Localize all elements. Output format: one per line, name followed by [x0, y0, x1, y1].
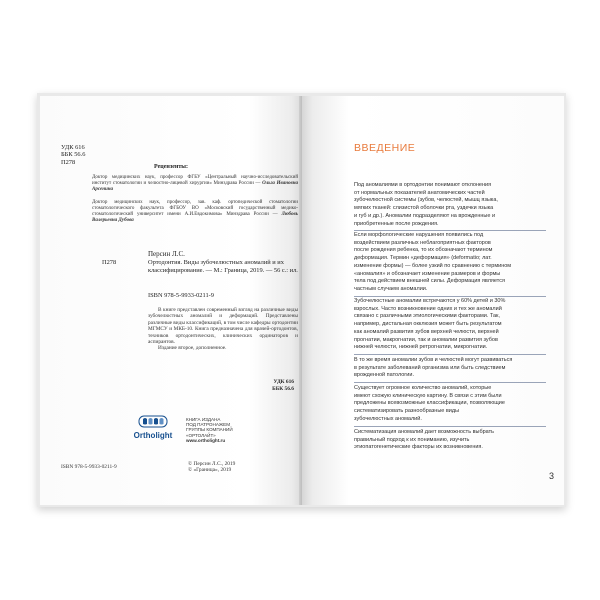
open-book: [37, 93, 566, 507]
logo-caption-line: «ОРТОЛАЙТ»: [186, 432, 216, 438]
reviewers-title: Рецензенты:: [154, 164, 188, 170]
text-line: правильный подход к их пониманию, изучить: [354, 436, 470, 443]
text-line: Существует огромное количество аномалий, которые: [354, 385, 492, 391]
paragraph-divider: [354, 426, 546, 427]
udk-bottom-block: [272, 379, 294, 392]
paragraph-2: [354, 232, 546, 294]
text-line: воздействием различных неблагоприятных факторов: [354, 239, 491, 246]
page-number: 3: [548, 471, 554, 481]
author-name: Персин Л.С.: [148, 250, 185, 258]
logo-caption-line: КНИГА ИЗДАНА: [186, 417, 221, 422]
logo-wordmark: Ortholight: [133, 431, 173, 440]
abstract-text: В книге представлен современный взгляд на различные виды зубочелюстных аномалий и деформаций. Представлены различные виды классификаций, в том числе кафедры ортодонтии МГМСУ и МКБ-10. Книга предназначена для врачей-ортодонтов, техников ортодонтических, клинических ординаторов и аспирантов.: [148, 307, 298, 346]
text-line: и губ и др.). Аномалии подразделяют на врожденные и: [354, 212, 496, 219]
text-line: частным случаем аномалии.: [354, 285, 428, 292]
text-line: изменение формы) — более узкий по сравнению с термином: [354, 262, 512, 269]
bbk-code-bottom: ББК 56.6: [272, 385, 294, 392]
reviewer-2: [92, 200, 298, 224]
paragraph-4: [354, 357, 546, 380]
copyright-publisher: © «Граница», 2019: [188, 467, 232, 474]
text-line: врожденной патологии.: [354, 372, 414, 379]
bibliographic-description: Ортодонтия. Виды зубочелюстных аномалий и их классифицирование. — М.: Граница, 2019. — 56 с.: ил.: [148, 259, 298, 274]
paragraph-divider: [354, 382, 546, 383]
logo-caption-line: ГРУППЫ КОМПАНИЙ: [186, 427, 233, 433]
edition-note: Издание второе, дополненное.: [158, 345, 227, 352]
reviewer-2-name: Любовь Валерьевна Дубова: [92, 212, 299, 224]
text-line: приобретенные после рождения.: [354, 220, 439, 227]
bbk-code: ББК 56.6: [61, 151, 86, 159]
udk-top-block: [61, 144, 85, 166]
paragraph-divider: [354, 296, 546, 297]
text-line: например, дистальная окклюзия может быть результатом: [354, 321, 502, 328]
text-line: тела под действием внешней силы. Деформация является: [354, 278, 505, 285]
text-line: прогнатии, макрогнатии, так и аномалии развития зубов: [354, 336, 498, 343]
text-line: нижней челюсти, нижней ретрогнатии, микрогнатии.: [354, 344, 488, 351]
text-line: предложены всевозможные классификации, позволяющие: [354, 400, 505, 407]
reviewer-2-text: Доктор медицинских наук, профессор, зав. каф. ортопедической стоматологии стоматологического факультета ФГБОУ ВО «Московский государственный медико-стоматологический университет имени А.И.Евдокимова» Минздрава России —: [92, 200, 298, 218]
reviewer-1-text: Доктор медицинских наук, профессор ФГБУ «Центральный научно-исследовательский институт стоматологии и челюстно-лицевой хирургии» Минздрава России —: [92, 175, 298, 187]
text-line: систематизировать разнообразные виды: [354, 408, 460, 415]
text-line: Под аномалиями в ортодонтии понимают отклонения: [354, 182, 492, 188]
text-line: этиопатогенетические факторы их возникновения.: [354, 444, 483, 451]
paragraph-1: [354, 182, 546, 228]
text-line: в результате заболеваний организма или быть следствием: [354, 364, 506, 371]
paragraph-3: [354, 298, 546, 352]
text-line: Систематизация аномалий дает возможность выбрать: [354, 429, 495, 435]
left-page: [40, 96, 302, 505]
text-line: взрослых. Часто возникновение одних и тех же аномалий: [354, 305, 502, 312]
paragraph-divider: [354, 354, 546, 355]
copyright-author: © Персин Л.С., 2019: [188, 461, 236, 467]
text-line: зубочелюстной системы (зубов, челюстей, мышц языка,: [354, 197, 498, 204]
abstract: [148, 307, 298, 352]
text-line: деформация. Термин «деформация» (deformatio; лат.: [354, 255, 492, 262]
reviewer-1-name: Ольга Ивановна Арсенина: [92, 181, 298, 193]
logo-caption: [186, 417, 233, 443]
text-line: связано с различными этиологическими факторами. Так,: [354, 313, 500, 320]
catalog-code: П278: [102, 259, 117, 266]
udk-code: УДК 616: [61, 144, 85, 151]
paragraph-5: [354, 385, 546, 424]
text-line: имеют схожую клиническую картину. В связи с этим были: [354, 392, 502, 399]
text-line: Если морфологические нарушения появились под: [354, 232, 484, 238]
author-mark: П278: [61, 158, 76, 166]
text-line: как аномалий развития зубов верхней челюсти, верхней: [354, 328, 499, 335]
tooth-logo-icon: [138, 414, 168, 429]
text-line: «аномалия» и обозначает изменение размеров и формы: [354, 270, 501, 277]
text-line: от нормальных показателей анатомических частей: [354, 189, 485, 196]
text-line: после рождения ребенка, то их обозначают термином: [354, 247, 493, 254]
paragraph-6: [354, 429, 546, 452]
logo-caption-line: ПОД ПАТРОНАЖЕМ: [186, 422, 231, 428]
chapter-heading: ВВЕДЕНИЕ: [354, 142, 416, 154]
text-line: зубочелюстных аномалий.: [354, 415, 422, 422]
paragraph-divider: [354, 230, 546, 231]
isbn-bottom: ISBN 978-5-9933-0211-9: [61, 464, 117, 470]
udk-code-bottom: УДК 616: [273, 379, 294, 385]
copyright-block: [188, 461, 235, 474]
isbn: ISBN 978-5-9933-0211-9: [148, 292, 214, 299]
logo-url[interactable]: www.ortholight.ru: [186, 437, 226, 443]
text-line: Зубочелюстные аномалии встречаются у 60% детей и 30%: [354, 298, 506, 304]
text-line: В то же время аномалии зубов и челюстей могут развиваться: [354, 357, 513, 363]
reviewer-1: [92, 175, 298, 193]
ortholight-logo: [122, 414, 182, 446]
right-page: [302, 96, 564, 505]
text-line: мягких тканей: слизистой оболочки рта, уздечки языка: [354, 205, 494, 212]
